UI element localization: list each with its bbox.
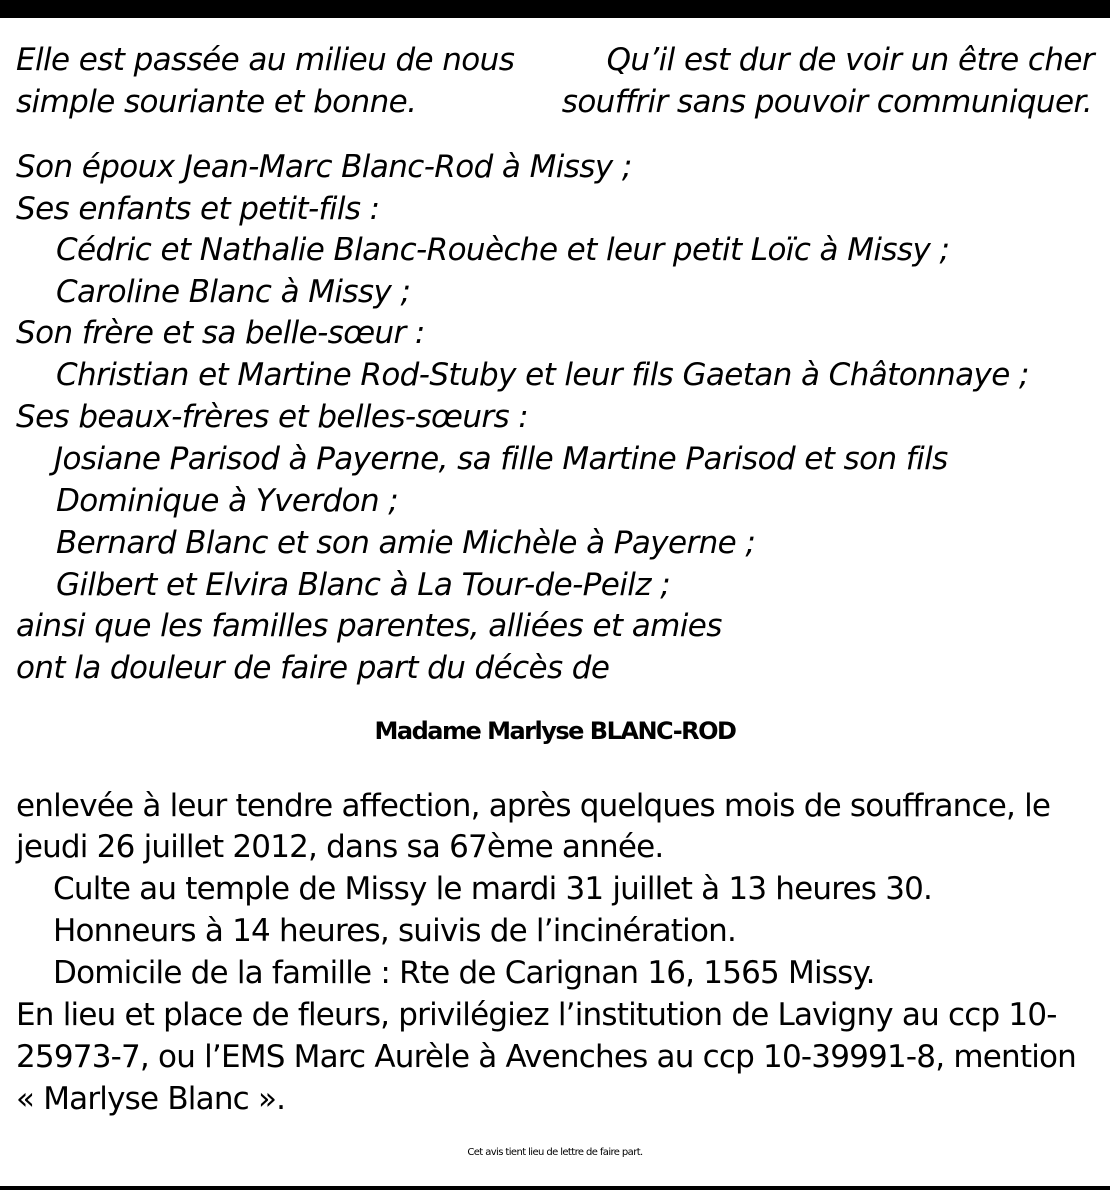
family-line: Christian et Martine Rod-Stuby et leur fils Gaetan à Châtonnaye ; [56, 357, 1029, 393]
family-line: ainsi que les familles parentes, alliées et amies [16, 608, 722, 644]
poem-right-line-2: souffrir sans pouvoir communiquer. [561, 84, 1092, 120]
poem-right-line-1: Qu’il est dur de voir un être cher [606, 42, 1094, 78]
poem-left-line-2: simple souriante et bonne. [16, 84, 417, 120]
details-line: Culte au temple de Missy le mardi 31 juillet à 13 heures 30. [53, 871, 933, 907]
deceased-name-heading: Madame Marlyse BLANC-ROD [374, 717, 736, 745]
family-line: Ses beaux-frères et belles-sœurs : [16, 399, 529, 435]
family-line: Dominique à Yverdon ; [56, 483, 399, 519]
family-line: Cédric et Nathalie Blanc-Rouèche et leur petit Loïc à Missy ; [56, 232, 950, 268]
details-line: En lieu et place de fleurs, privilégiez l’institution de Lavigny au ccp 10- [16, 997, 1057, 1033]
details-line: Domicile de la famille : Rte de Carignan 16, 1565 Missy. [53, 955, 875, 991]
family-line: Son époux Jean-Marc Blanc-Rod à Missy ; [16, 149, 632, 185]
family-line: ont la douleur de faire part du décès de [16, 650, 610, 686]
details-line: 25973-7, ou l’EMS Marc Aurèle à Avenches au ccp 10-39991-8, mention [16, 1039, 1077, 1075]
details-line: enlevée à leur tendre affection, après quelques mois de souffrance, le [16, 788, 1051, 824]
details-line: Honneurs à 14 heures, suivis de l’incinération. [53, 913, 737, 949]
family-line: Bernard Blanc et son amie Michèle à Payerne ; [56, 525, 756, 561]
details-line: « Marlyse Blanc ». [16, 1081, 286, 1117]
family-line: Josiane Parisod à Payerne, sa fille Martine Parisod et son fils [54, 441, 948, 477]
family-line: Ses enfants et petit-fils : [16, 191, 380, 227]
poem-left-line-1: Elle est passée au milieu de nous [16, 42, 515, 78]
details-line: jeudi 26 juillet 2012, dans sa 67ème année. [16, 829, 664, 865]
family-line: Son frère et sa belle-sœur : [16, 315, 425, 351]
family-line: Gilbert et Elvira Blanc à La Tour-de-Peilz ; [56, 567, 671, 603]
top-border-rule [0, 0, 1110, 18]
family-line: Caroline Blanc à Missy ; [56, 274, 411, 310]
bottom-border-rule [0, 1186, 1110, 1190]
footer-notice: Cet avis tient lieu de lettre de faire part. [467, 1147, 643, 1158]
